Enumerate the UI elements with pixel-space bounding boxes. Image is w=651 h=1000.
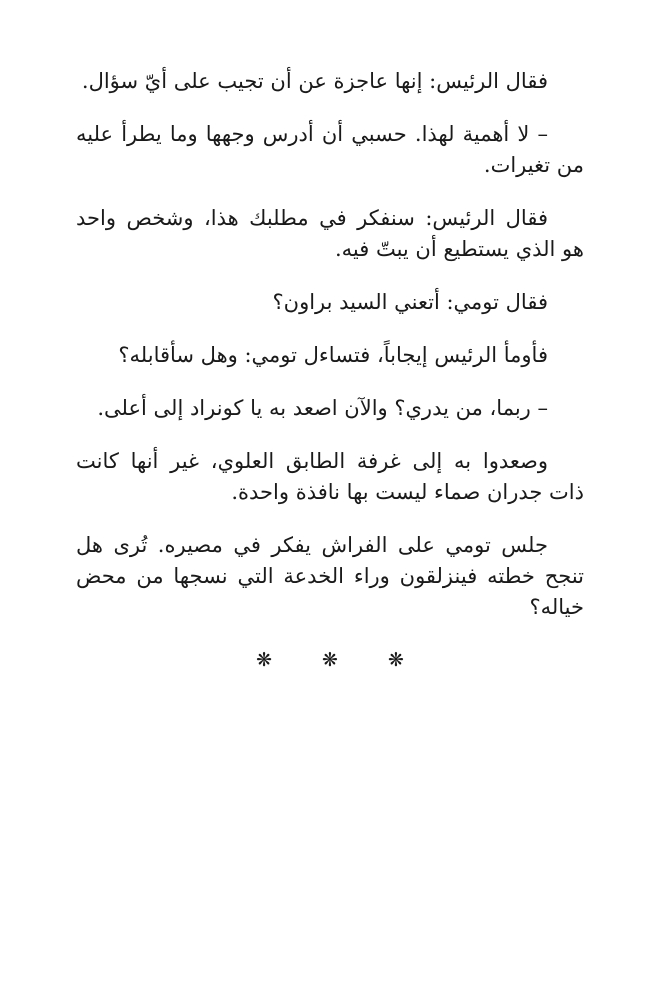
paragraph-7: وصعدوا به إلى غرفة الطابق العلوي، غير أنها كانت ذات جدران صماء ليست بها نافذة واحدة. <box>76 449 584 504</box>
paragraph-4: فقال تومي: أتعني السيد براون؟ <box>272 290 548 314</box>
section-break: ❋ ❋ ❋ <box>256 649 426 671</box>
paragraph-6: – ربما، من يدري؟ والآن اصعد به يا كونراد إلى أعلى. <box>97 396 548 420</box>
paragraph-8: جلس تومي على الفراش يفكر في مصيره. تُرى هل تنجح خطته فينزلقون وراء الخدعة التي نسجها من محض خياله؟ <box>76 533 584 619</box>
paragraph-1: فقال الرئيس: إنها عاجزة عن أن تجيب على أيّ سؤال. <box>81 69 548 93</box>
page-text <box>76 66 584 676</box>
paragraph-2: – لا أهمية لهذا. حسبي أن أدرس وجهها وما يطرأ عليه من تغيرات. <box>76 122 584 177</box>
paragraph-5: فأومأ الرئيس إيجاباً، فتساءل تومي: وهل سأقابله؟ <box>118 343 548 367</box>
paragraph-3: فقال الرئيس: سنفكر في مطلبك هذا، وشخص واحد هو الذي يستطيع أن يبتّ فيه. <box>76 206 584 261</box>
